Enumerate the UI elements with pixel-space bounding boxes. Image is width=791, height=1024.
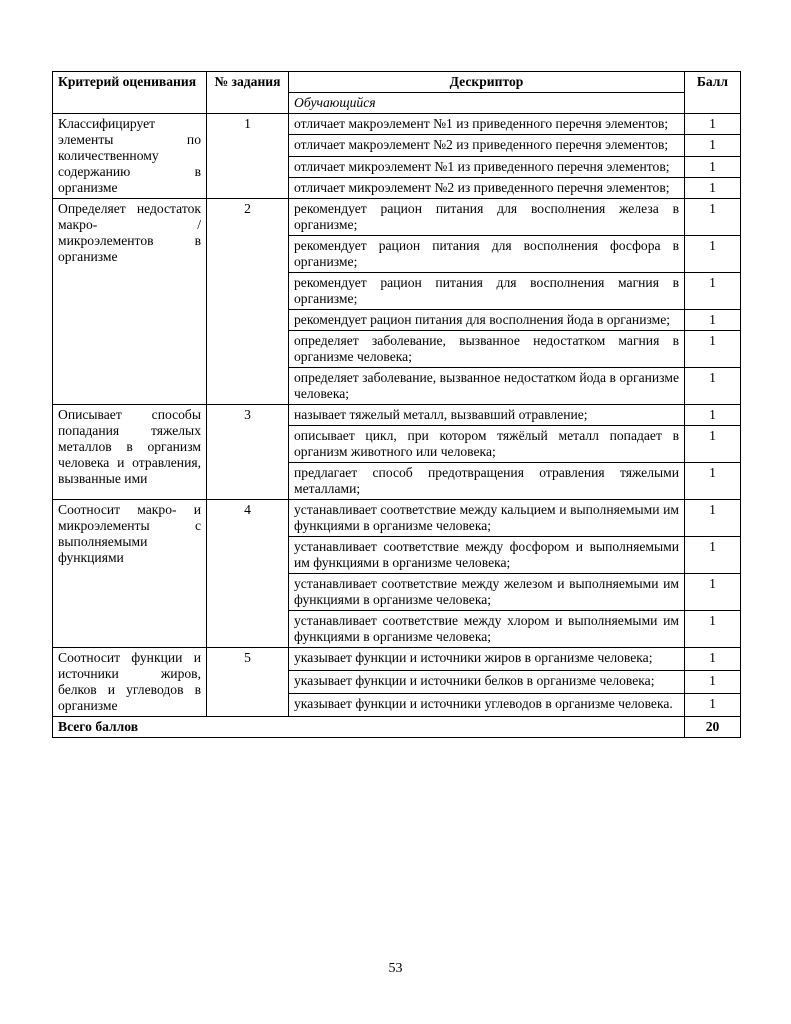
header-row: [53, 72, 741, 93]
descriptor-cell: устанавливает соответствие между кальцием и выполняемыми им функциями в организме человека;: [289, 500, 685, 537]
score-cell: 1: [685, 694, 741, 717]
descriptor-cell: рекомендует рацион питания для восполнения фосфора в организме;: [289, 236, 685, 273]
task-number-cell: 2: [207, 199, 289, 405]
header-criterion: Критерий оценивания: [53, 72, 207, 114]
descriptor-cell: отличает микроэлемент №1 из приведенного перечня элементов;: [289, 156, 685, 177]
header-descriptor: Дескриптор: [289, 72, 685, 93]
total-row: [53, 717, 741, 738]
score-cell: 1: [685, 463, 741, 500]
assessment-table: [52, 71, 741, 738]
score-cell: 1: [685, 671, 741, 694]
task-number-cell: 5: [207, 648, 289, 717]
total-label: Всего баллов: [53, 717, 685, 738]
score-cell: 1: [685, 611, 741, 648]
criterion-cell: Определяет недостаток макро- / микроэлементов в организме: [53, 199, 207, 405]
task-number-cell: 1: [207, 114, 289, 199]
criterion-cell: Описывает способы попадания тяжелых металлов в организм человека и отравления, вызванные ими: [53, 405, 207, 500]
descriptor-cell: рекомендует рацион питания для восполнения железа в организме;: [289, 199, 685, 236]
score-cell: 1: [685, 273, 741, 310]
criterion-cell: Классифицирует элементы по количественному содержанию в организме: [53, 114, 207, 199]
descriptor-cell: рекомендует рацион питания для восполнения йода в организме;: [289, 310, 685, 331]
descriptor-cell: называет тяжелый металл, вызвавший отравление;: [289, 405, 685, 426]
table-row: [53, 199, 741, 236]
descriptor-cell: описывает цикл, при котором тяжёлый металл попадает в организм животного или человека;: [289, 426, 685, 463]
score-cell: 1: [685, 331, 741, 368]
task-number-cell: 4: [207, 500, 289, 648]
score-cell: 1: [685, 537, 741, 574]
descriptor-cell: устанавливает соответствие между хлором и выполняемыми им функциями в организме человека;: [289, 611, 685, 648]
score-cell: 1: [685, 648, 741, 671]
score-cell: 1: [685, 135, 741, 156]
descriptor-cell: определяет заболевание, вызванное недостатком магния в организме человека;: [289, 331, 685, 368]
descriptor-cell: устанавливает соответствие между железом и выполняемыми им функциями в организме человека;: [289, 574, 685, 611]
score-cell: 1: [685, 426, 741, 463]
score-cell: 1: [685, 500, 741, 537]
criterion-cell: Соотносит функции и источники жиров, белков и углеводов в организме: [53, 648, 207, 717]
descriptor-cell: определяет заболевание, вызванное недостатком йода в организме человека;: [289, 368, 685, 405]
table-row: [53, 114, 741, 135]
descriptor-cell: предлагает способ предотвращения отравления тяжелыми металлами;: [289, 463, 685, 500]
criterion-cell: Соотносит макро- и микроэлементы с выполняемыми функциями: [53, 500, 207, 648]
descriptor-cell: отличает микроэлемент №2 из приведенного перечня элементов;: [289, 177, 685, 198]
table-row: [53, 648, 741, 671]
descriptor-cell: указывает функции и источники жиров в организме человека;: [289, 648, 685, 671]
score-cell: 1: [685, 177, 741, 198]
score-cell: 1: [685, 236, 741, 273]
descriptor-cell: отличает макроэлемент №1 из приведенного перечня элементов;: [289, 114, 685, 135]
header-descriptor-subtitle: Обучающийся: [289, 93, 685, 114]
score-cell: 1: [685, 114, 741, 135]
score-cell: 1: [685, 368, 741, 405]
table-row: [53, 405, 741, 426]
descriptor-cell: указывает функции и источники белков в организме человека;: [289, 671, 685, 694]
table-row: [53, 500, 741, 537]
page-number: 53: [388, 961, 403, 976]
header-score: Балл: [685, 72, 741, 114]
score-cell: 1: [685, 405, 741, 426]
score-cell: 1: [685, 156, 741, 177]
descriptor-cell: рекомендует рацион питания для восполнения магния в организме;: [289, 273, 685, 310]
total-value: 20: [685, 717, 741, 738]
table-body: [53, 114, 741, 738]
task-number-cell: 3: [207, 405, 289, 500]
descriptor-cell: указывает функции и источники углеводов в организме человека.: [289, 694, 685, 717]
descriptor-cell: отличает макроэлемент №2 из приведенного перечня элементов;: [289, 135, 685, 156]
descriptor-cell: устанавливает соответствие между фосфором и выполняемыми им функциями в организме человека;: [289, 537, 685, 574]
score-cell: 1: [685, 310, 741, 331]
score-cell: 1: [685, 199, 741, 236]
score-cell: 1: [685, 574, 741, 611]
header-task-number: № задания: [207, 72, 289, 114]
